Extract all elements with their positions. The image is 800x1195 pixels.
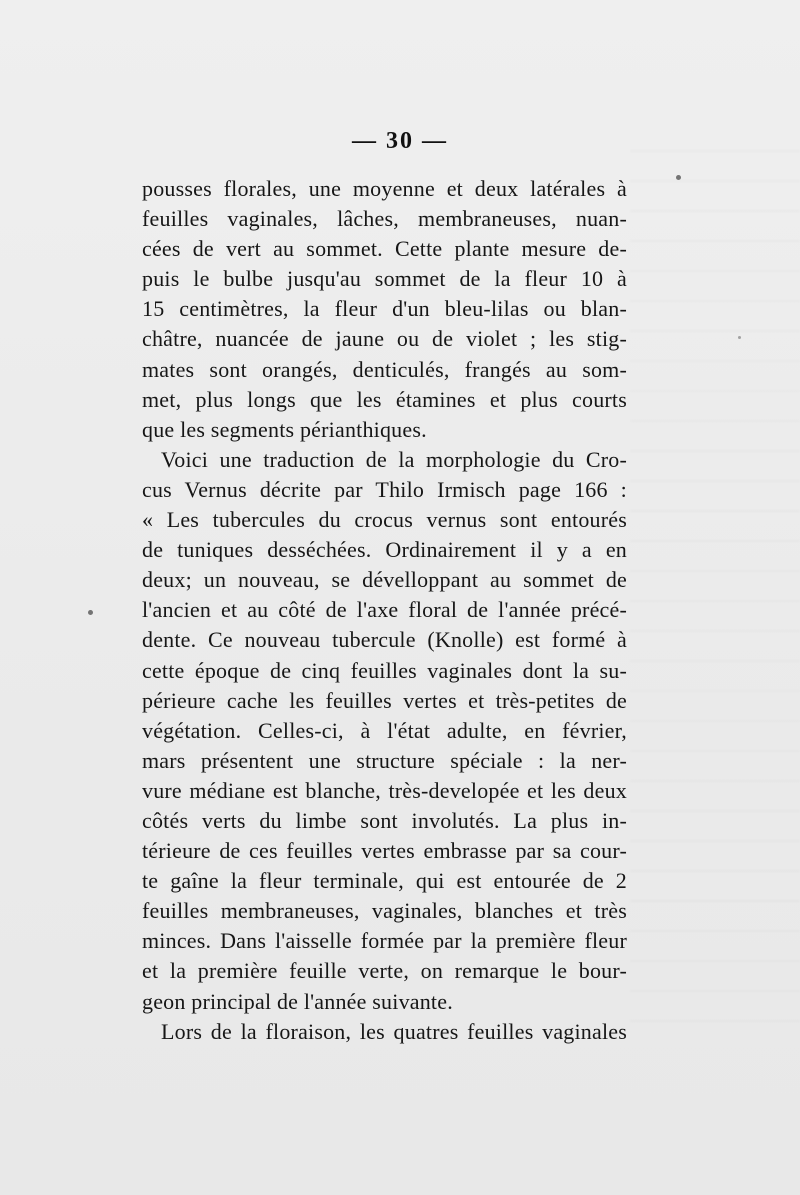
text-line: cus Vernus décrite par Thilo Irmisch page 166 : <box>142 476 627 502</box>
dust-speck <box>738 336 741 339</box>
text-line: pousses florales, une moyenne et deux latérales à <box>142 176 627 201</box>
text-line: deux; un nouveau, se dévelloppant au sommet de <box>142 567 627 593</box>
text-line: cées de vert au sommet. Cette plante mesure de- <box>142 236 627 262</box>
text-line: dente. Ce nouveau tubercule (Knolle) est formé à <box>142 627 627 653</box>
dust-speck <box>676 175 681 180</box>
text-line: mates sont orangés, denticulés, frangés au som- <box>142 356 627 382</box>
text-line: mars présentent une structure spéciale : la ner- <box>142 747 627 773</box>
text-line: végétation. Celles-ci, à l'état adulte, en février, <box>142 717 627 743</box>
text-line: « Les tubercules du crocus vernus sont entourés <box>142 507 627 533</box>
text-line: feuilles vaginales, lâches, membraneuses, nuan- <box>142 206 627 232</box>
text-line: que les segments périanthiques. <box>142 416 427 442</box>
body-text <box>142 174 627 1047</box>
text-line: vure médiane est blanche, très-developée et les deux <box>142 777 627 803</box>
text-line: de tuniques desséchées. Ordinairement il y a en <box>142 537 627 563</box>
bleed-through-texture <box>630 150 800 1050</box>
text-line: et la première feuille verte, on remarque le bour- <box>142 958 627 984</box>
text-line: côtés verts du limbe sont involutés. La plus in- <box>142 807 627 833</box>
text-line: geon principal de l'année suivante. <box>142 988 453 1014</box>
page-number: — 30 — <box>352 128 448 154</box>
text-line: minces. Dans l'aisselle formée par la première fleur <box>142 928 627 954</box>
text-line: met, plus longs que les étamines et plus courts <box>142 386 627 412</box>
text-line: térieure de ces feuilles vertes embrasse par sa cour- <box>142 838 627 864</box>
dust-speck <box>88 610 93 615</box>
text-line: périeure cache les feuilles vertes et très-petites de <box>142 687 627 713</box>
text-line: Lors de la floraison, les quatres feuilles vaginales <box>161 1018 627 1044</box>
text-line: cette époque de cinq feuilles vaginales dont la su- <box>142 657 627 683</box>
text-line: feuilles membraneuses, vaginales, blanches et très <box>142 898 627 924</box>
text-line: Voici une traduction de la morphologie du Cro- <box>161 446 627 472</box>
text-line: châtre, nuancée de jaune ou de violet ; les stig- <box>142 326 627 352</box>
text-line: 15 centimètres, la fleur d'un bleu-lilas ou blan- <box>142 296 627 322</box>
text-line: puis le bulbe jusqu'au sommet de la fleur 10 à <box>142 266 627 292</box>
text-line: te gaîne la fleur terminale, qui est entourée de 2 <box>142 868 627 894</box>
text-line: l'ancien et au côté de l'axe floral de l'année précé- <box>142 597 627 623</box>
